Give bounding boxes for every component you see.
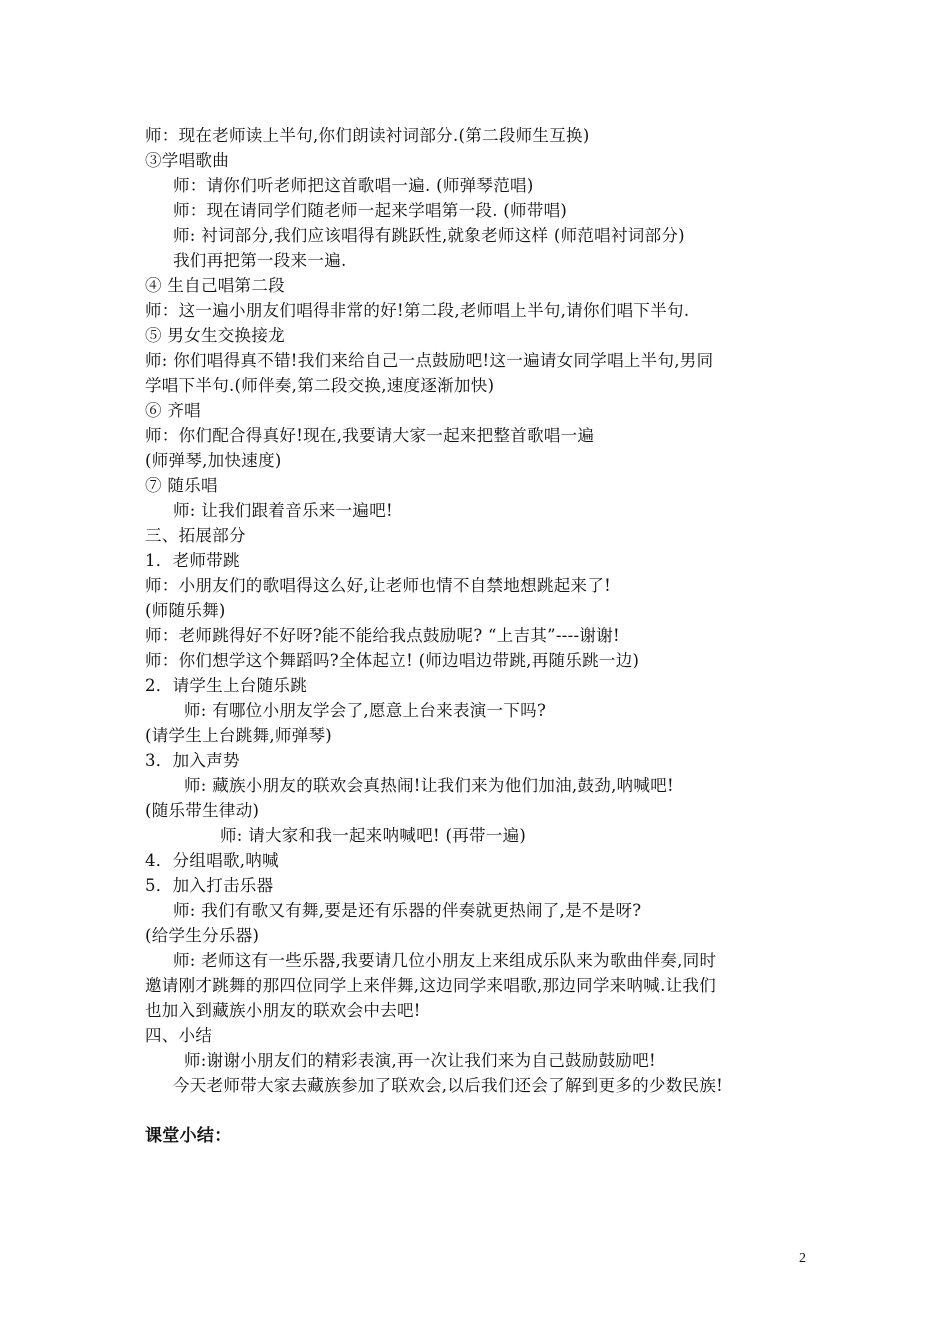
text-line: 师：这一遍小朋友们唱得非常的好!第二段,老师唱上半句,请你们唱下半句. [145,301,690,320]
page-number: 2 [799,1251,806,1266]
section-heading: ⑥ 齐唱 [145,401,201,420]
text-line: 我们再把第一段来一遍. [173,251,347,270]
text-line: 师：现在老师读上半句,你们朗读衬词部分.(第二段师生互换) [145,126,590,145]
text-line: (随乐带生律动) [145,801,260,820]
subsection-heading: 5．加入打击乐器 [145,876,274,895]
text-line: 师: 让我们跟着音乐来一遍吧! [173,501,393,520]
text-line: 师: 老师这有一些乐器,我要请几位小朋友上来组成乐队来为歌曲伴奏,同时 [173,951,717,970]
text-line: 师: 我们有歌又有舞,要是还有乐器的伴奏就更热闹了,是不是呀? [173,901,642,920]
text-line: 今天老师带大家去藏族参加了联欢会,以后我们还会了解到更多的少数民族! [173,1076,724,1095]
text-line: 师: 有哪位小朋友学会了,愿意上台来表演一下吗? [184,701,547,720]
text-line: (师随乐舞) [145,601,226,620]
section-heading: ⑦ 随乐唱 [145,476,218,495]
subsection-heading: 2．请学生上台随乐跳 [145,676,307,695]
text-line: 师：请你们听老师把这首歌唱一遍. (师弹琴范唱) [173,176,534,195]
summary-heading: 课堂小结： [145,1126,232,1146]
subsection-heading: 1．老师带跳 [145,551,240,570]
section-heading: ④ 生自己唱第二段 [145,276,285,295]
subsection-heading: 4．分组唱歌,呐喊 [145,851,279,870]
text-line: 也加入到藏族小朋友的联欢会中去吧! [145,1001,421,1020]
text-line: (给学生分乐器) [145,926,260,945]
section-heading: ⑤ 男女生交换接龙 [145,326,285,345]
text-line: 师：你们配合得真好!现在,我要请大家一起来把整首歌唱一遍 [145,426,595,445]
text-line: 师: 你们唱得真不错!我们来给自己一点鼓励吧!这一遍请女同学唱上半句,男同 [145,351,714,370]
text-line: 邀请刚才跳舞的那四位同学上来伴舞,这边同学来唱歌,那边同学来呐喊.让我们 [145,976,717,995]
section-heading: 四、小结 [145,1026,213,1045]
text-line: 师:谢谢小朋友们的精彩表演,再一次让我们来为自己鼓励鼓励吧! [184,1051,656,1070]
text-line: (请学生上台跳舞,师弹琴) [145,726,333,745]
text-line: 师：老师跳得好不好呀?能不能给我点鼓励呢? “上吉其”----谢谢! [145,626,620,645]
section-heading: 三、拓展部分 [145,526,246,545]
subsection-heading: 3．加入声势 [145,751,240,770]
text-line: 师: 藏族小朋友的联欢会真热闹!让我们来为他们加油,鼓劲,呐喊吧! [184,776,674,795]
text-line: 师：小朋友们的歌唱得这么好,让老师也情不自禁地想跳起来了! [145,576,612,595]
text-line: 师: 请大家和我一起来呐喊吧! (再带一遍) [220,826,527,845]
text-line: 师：现在请同学们随老师一起来学唱第一段. (师带唱) [173,201,568,220]
section-heading: ③学唱歌曲 [145,151,229,170]
text-line: 师: 衬词部分,我们应该唱得有跳跃性,就象老师这样 (师范唱衬词部分) [173,226,685,245]
text-line: 师：你们想学这个舞蹈吗?全体起立! (师边唱边带跳,再随乐跳一边) [145,651,640,670]
text-line: (师弹琴,加快速度) [145,451,282,470]
text-line: 学唱下半句.(师伴奏,第二段交换,速度逐渐加快) [145,376,495,395]
